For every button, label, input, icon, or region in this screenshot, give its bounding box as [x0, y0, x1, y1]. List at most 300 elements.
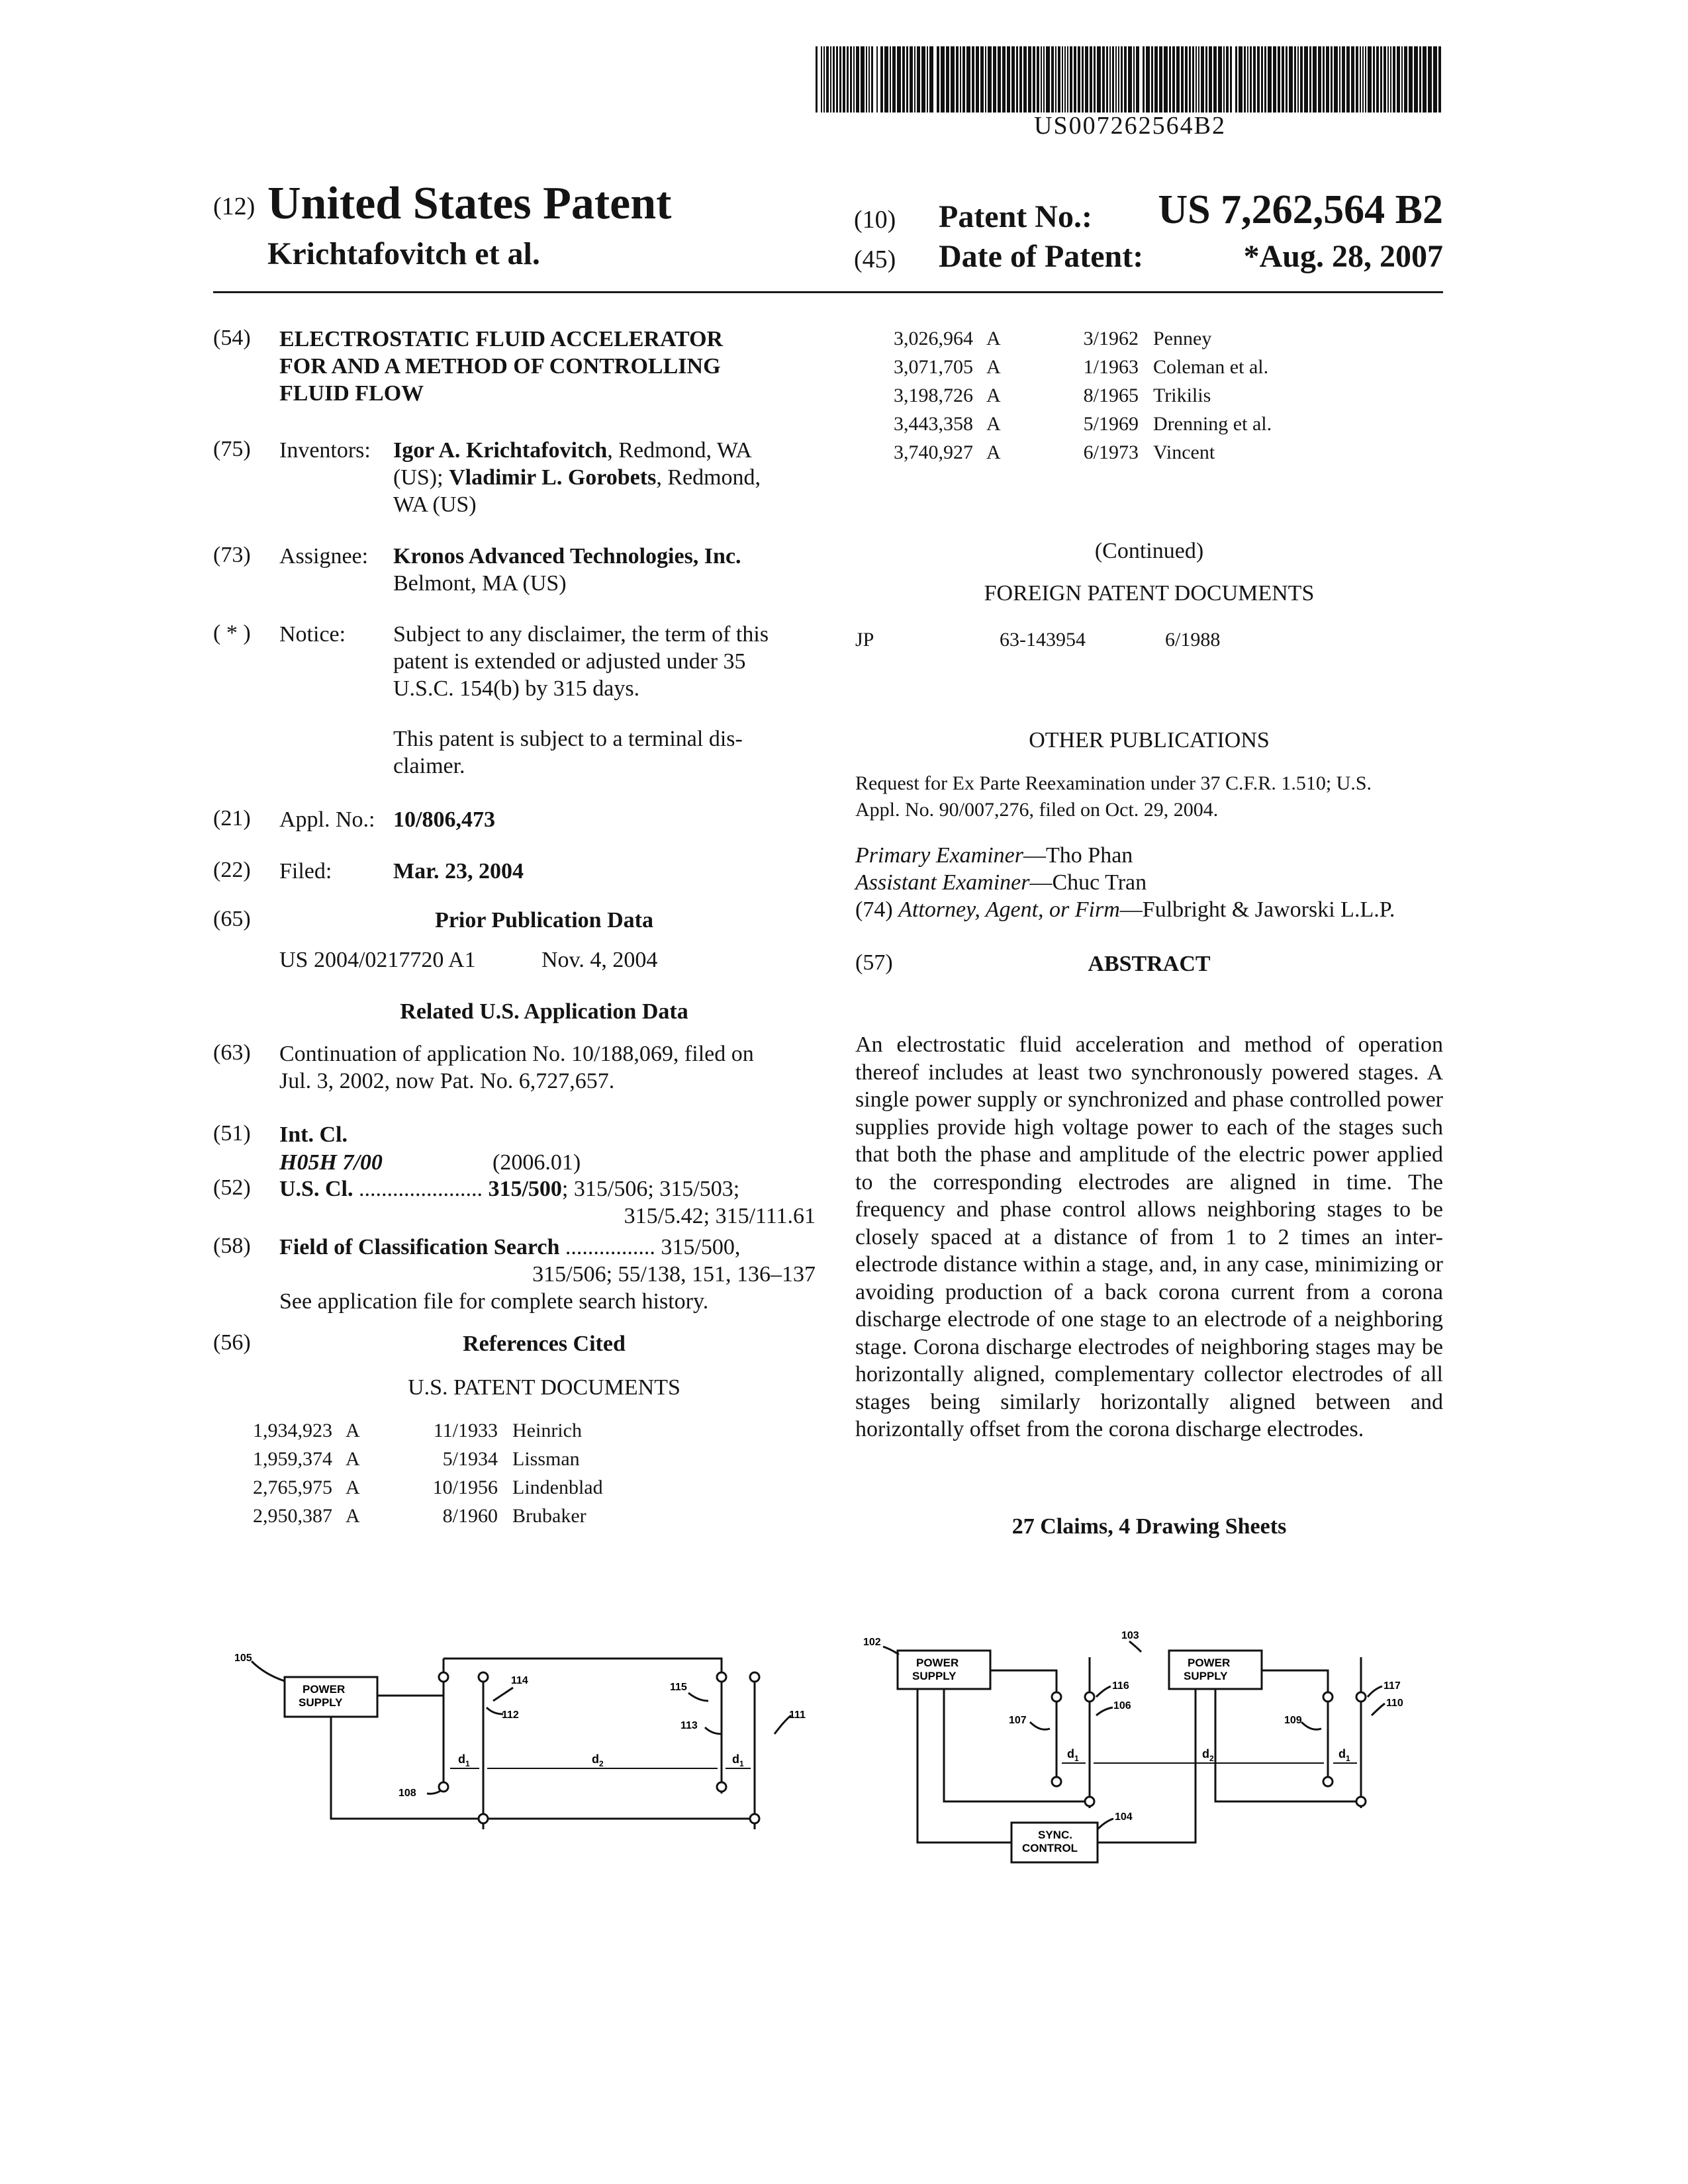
barcode-bar	[1118, 46, 1119, 113]
barcode-bar	[962, 46, 965, 113]
terminal	[1323, 1692, 1333, 1702]
barcode-bar	[1268, 46, 1272, 113]
barcode-bar	[1128, 46, 1132, 113]
terminal	[750, 1672, 759, 1682]
code-52: (52)	[213, 1175, 251, 1200]
barcode-bar	[1090, 46, 1092, 113]
code-10: (10)	[854, 206, 896, 234]
barcode-bar	[1438, 46, 1441, 113]
barcode-bar	[1419, 46, 1421, 113]
power-supply-2-label-2: SUPPLY	[1184, 1670, 1228, 1682]
barcode-bar	[1282, 46, 1284, 113]
ref-row: 1,959,374 A 5/1934 Lissman	[253, 1448, 580, 1470]
barcode-bar	[890, 46, 891, 113]
sync-label-2: CONTROL	[1022, 1842, 1078, 1854]
field-val1: 315/500,	[661, 1235, 741, 1259]
leader-117	[1368, 1686, 1382, 1697]
barcode-bar	[985, 46, 986, 113]
inventor-2-prefix: (US);	[393, 465, 449, 490]
barcode-bar	[1230, 46, 1232, 113]
terminal	[717, 1782, 726, 1792]
barcode-bar	[1244, 46, 1246, 113]
attorney: (74) Attorney, Agent, or Firm—Fulbright & Jaworski L.L.P.	[855, 897, 1395, 922]
barcode-bar	[868, 46, 870, 113]
barcode-bar	[1390, 46, 1391, 113]
barcode-bar	[823, 46, 825, 113]
leader-114	[493, 1688, 513, 1701]
leader-103	[1129, 1641, 1141, 1652]
barcode-bar	[1146, 46, 1150, 113]
barcode-bar	[1351, 46, 1354, 113]
prior-pub-number: US 2004/0217720 A1	[279, 948, 476, 972]
assistant-examiner: Assistant Examiner—Chuc Tran	[855, 870, 1147, 895]
terminal	[1052, 1777, 1061, 1786]
inventor-2-location: , Redmond,	[656, 465, 761, 490]
barcode-bar	[1331, 46, 1333, 113]
barcode-bar	[1112, 46, 1114, 113]
barcode-bar	[1169, 46, 1171, 113]
us-refs-right	[854, 324, 1272, 467]
ref-112: 112	[502, 1709, 519, 1721]
barcode-bar	[1376, 46, 1379, 113]
barcode-bar	[1383, 46, 1386, 113]
barcode-bar	[1016, 46, 1018, 113]
foreign-docs-heading: FOREIGN PATENT DOCUMENTS	[984, 581, 1315, 606]
code-54: (54)	[213, 326, 251, 350]
foreign-ref-row	[855, 629, 1443, 657]
barcode-bar	[1397, 46, 1400, 113]
barcode-bar	[1062, 46, 1063, 113]
notice-label: Notice:	[279, 622, 346, 647]
barcode-bar	[1433, 46, 1437, 113]
leader-115	[688, 1693, 708, 1701]
barcode-bar	[1294, 46, 1296, 113]
terminal	[1356, 1692, 1366, 1702]
barcode-bar	[1023, 46, 1027, 113]
barcode-bar	[826, 46, 829, 113]
barcode-bar	[1143, 46, 1145, 113]
barcode-bar	[866, 46, 867, 113]
barcode-bar	[1189, 46, 1191, 113]
barcode-bar	[1404, 46, 1407, 113]
barcode-bar	[1278, 46, 1280, 113]
barcode-bar	[972, 46, 974, 113]
continuation-text	[279, 1040, 816, 1095]
barcode-bar	[892, 46, 896, 113]
barcode-bar	[1176, 46, 1180, 113]
barcode-bar	[1064, 46, 1066, 113]
sync-label-1: SYNC.	[1038, 1829, 1072, 1841]
barcode-bar	[1043, 46, 1045, 113]
us-docs-heading: U.S. PATENT DOCUMENTS	[408, 1375, 680, 1400]
barcode-bar	[850, 46, 852, 113]
barcode-bar	[1115, 46, 1117, 113]
int-cl-label: Int. Cl.	[279, 1122, 348, 1147]
ref-108: 108	[399, 1788, 416, 1799]
barcode-bar	[906, 46, 908, 113]
refs-heading: References Cited	[463, 1332, 626, 1356]
barcode-bar	[836, 46, 838, 113]
barcode-bar	[1289, 46, 1293, 113]
inventors-label: Inventors:	[279, 438, 371, 463]
code-21: (21)	[213, 806, 251, 831]
leader-116	[1096, 1686, 1111, 1697]
dim-d2: $d_2$	[592, 1752, 604, 1768]
appl-no-label: Appl. No.:	[279, 807, 375, 832]
leader-109	[1301, 1722, 1321, 1729]
barcode-bar	[843, 46, 845, 113]
inventor-2-location-cont: WA (US)	[393, 492, 477, 517]
barcode-bar	[1286, 46, 1288, 113]
barcode-bar	[956, 46, 959, 113]
barcode-bar	[1213, 46, 1217, 113]
barcode-bar	[1423, 46, 1427, 113]
barcode-bar	[1094, 46, 1096, 113]
barcode-bar	[1074, 46, 1076, 113]
abstract-text: An electrostatic fluid acceleration and method of operation thereof includes at least two synchronously powered stages. A single power supply or synchronized and phase controlled power supplies provide high voltage power to each of the stages such that both the phase and amplitude of the electric power applied to the corresponding electrodes are aligned in time. The frequency and phase control allows neighboring stages to be closely spaced at a distance of from 1 to 2 times an inter-electrode distance within a stage, and, in any case, minimizing or avoiding production of a back corona current from a corona discharge electrode of one stage to an electrode of a neighboring stage. Corona discharge electrodes of neighboring stages may be horizontally aligned, complementary collector electrodes of all stages being similarly horizontally aligned between and horizontally offset from the corona discharge electrodes.	[855, 1032, 1443, 1441]
claims-summary: 27 Claims, 4 Drawing Sheets	[1011, 1514, 1287, 1539]
ref-row: 3,198,726 A 8/1965 Trikilis	[894, 385, 1211, 406]
barcode-bar	[1300, 46, 1303, 113]
date-of-patent-label: Date of Patent:	[939, 239, 1144, 274]
barcode-bar	[1309, 46, 1311, 113]
assignee-location: Belmont, MA (US)	[393, 571, 567, 596]
inventor-1-location: , Redmond, WA	[607, 438, 752, 463]
code-65: (65)	[213, 907, 251, 931]
barcode-bar	[1339, 46, 1340, 113]
terminal	[479, 1814, 488, 1823]
ref-row: 3,071,705 A 1/1963 Coleman et al.	[894, 356, 1269, 378]
barcode-bar	[1373, 46, 1375, 113]
barcode-bar	[998, 46, 1001, 113]
barcode-number: US007262564B2	[1034, 112, 1226, 140]
barcode-bar	[1164, 46, 1168, 113]
filed-label: Filed:	[279, 859, 332, 884]
code-56: (56)	[213, 1330, 251, 1355]
barcode-bar	[1185, 46, 1188, 113]
terminal	[1323, 1777, 1333, 1786]
barcode-bar	[1201, 46, 1204, 113]
barcode-bar	[1070, 46, 1072, 113]
barcode-bar	[902, 46, 905, 113]
ref-117: 117	[1383, 1680, 1401, 1692]
barcode-bar	[1257, 46, 1260, 113]
power-supply-label-2: SUPPLY	[299, 1696, 343, 1709]
wire-ps2-collector	[1215, 1689, 1361, 1801]
wire-ps1-collector	[944, 1689, 1090, 1801]
ref-105: 105	[234, 1653, 252, 1664]
barcode-bar	[1356, 46, 1358, 113]
barcode-bar	[1106, 46, 1108, 113]
wire-ps1-corona	[990, 1670, 1056, 1697]
barcode-bar	[1037, 46, 1039, 113]
int-cl-code: H05H 7/00	[279, 1150, 383, 1175]
leader-104	[1098, 1819, 1113, 1829]
code-63: (63)	[213, 1040, 251, 1065]
barcode-bar	[816, 46, 818, 113]
barcode-bar	[884, 46, 888, 113]
barcode-bar	[1247, 46, 1248, 113]
ref-115: 115	[670, 1682, 687, 1693]
us-cl	[279, 1175, 816, 1203]
barcode-bar	[988, 46, 992, 113]
ref-114: 114	[511, 1675, 528, 1686]
barcode-bar	[856, 46, 859, 113]
inventor-1-name: Igor A. Krichtafovitch	[393, 438, 608, 463]
barcode-bar	[927, 46, 928, 113]
terminal	[717, 1672, 726, 1682]
barcode-bar	[1313, 46, 1317, 113]
barcode-bar	[1109, 46, 1111, 113]
barcode-bar	[960, 46, 961, 113]
ref-110: 110	[1386, 1698, 1403, 1709]
barcode-bar	[1196, 46, 1197, 113]
barcode-bar	[1365, 46, 1366, 113]
ref-row: 3,740,927 A 6/1973 Vincent	[894, 441, 1215, 463]
field-note: See application file for complete search history.	[279, 1289, 709, 1314]
primary-examiner: Primary Examiner—Tho Phan	[855, 843, 1133, 868]
foreign-date: 6/1988	[1165, 629, 1221, 651]
leader-110	[1372, 1704, 1385, 1715]
barcode-bar	[1011, 46, 1015, 113]
barcode-bar	[1409, 46, 1413, 113]
ref-106: 106	[1113, 1700, 1131, 1711]
barcode-bar	[1028, 46, 1031, 113]
barcode-bar	[1067, 46, 1068, 113]
dim-d1: $d_1$	[458, 1752, 470, 1768]
barcode-bar	[1428, 46, 1432, 113]
barcode-bar	[1102, 46, 1105, 113]
abstract-heading: ABSTRACT	[1088, 952, 1211, 976]
barcode-bar	[1401, 46, 1403, 113]
ref-row: 2,765,975 A 10/1956 Lindenblad	[253, 1477, 603, 1498]
us-refs-left	[213, 1416, 603, 1530]
terminal	[1356, 1797, 1366, 1806]
prior-pub-heading: Prior Publication Data	[435, 908, 653, 933]
appl-no: 10/806,473	[393, 807, 495, 832]
code-notice: ( * )	[213, 621, 251, 645]
barcode-graphic	[813, 46, 1447, 113]
power-supply-1-label-2: SUPPLY	[912, 1670, 957, 1682]
terminal-line: This patent is subject to a terminal dis-	[393, 727, 743, 751]
barcode-bar	[1318, 46, 1321, 113]
barcode-bar	[937, 46, 939, 113]
leader-113	[705, 1727, 722, 1734]
code-58: (58)	[213, 1234, 251, 1258]
field-dots: ................	[565, 1235, 655, 1259]
terminal	[439, 1782, 448, 1792]
terminal	[750, 1814, 759, 1823]
title-line: FOR AND A METHOD OF CONTROLLING	[279, 354, 721, 379]
barcode-bar	[1121, 46, 1123, 113]
barcode-bar	[1085, 46, 1088, 113]
barcode-bar	[1346, 46, 1350, 113]
barcode-bar	[1264, 46, 1266, 113]
barcode-bar	[1368, 46, 1372, 113]
figure-left-circuit	[225, 1621, 821, 1846]
ref-107: 107	[1009, 1715, 1027, 1726]
barcode-bar	[1172, 46, 1175, 113]
other-pubs-heading: OTHER PUBLICATIONS	[1029, 728, 1270, 752]
us-cl-main: 315/500	[488, 1177, 562, 1201]
barcode-bar	[1297, 46, 1299, 113]
ref-102: 102	[863, 1637, 881, 1648]
notice-line: patent is extended or adjusted under 35	[393, 649, 746, 674]
barcode-bar	[1046, 46, 1050, 113]
barcode-bar	[993, 46, 996, 113]
other-pubs-text	[855, 770, 1443, 823]
date-of-patent: *Aug. 28, 2007	[1243, 239, 1443, 274]
barcode-bar	[914, 46, 915, 113]
barcode-bar	[847, 46, 849, 113]
barcode-bar	[1239, 46, 1243, 113]
authors: Krichtafovitch et al.	[267, 236, 540, 271]
barcode-bar	[1253, 46, 1256, 113]
dim-d1b: $d_1$	[1338, 1747, 1350, 1763]
barcode-bar	[1002, 46, 1006, 113]
invention-title	[279, 326, 809, 407]
barcode-bar	[1192, 46, 1194, 113]
notice-text	[393, 621, 817, 702]
terminal	[439, 1672, 448, 1682]
power-supply-label-1: POWER	[303, 1683, 346, 1696]
barcode-bar	[1304, 46, 1308, 113]
barcode-bar	[1082, 46, 1084, 113]
continuation-line: Jul. 3, 2002, now Pat. No. 6,727,657.	[279, 1069, 615, 1093]
barcode-bar	[1362, 46, 1364, 113]
barcode-bar	[910, 46, 913, 113]
barcode-bar	[1209, 46, 1212, 113]
inventor-2-name: Vladimir L. Gorobets	[449, 465, 657, 490]
barcode-bar	[1226, 46, 1229, 113]
ref-row: 1,934,923 A 11/1933 Heinrich	[253, 1420, 582, 1441]
field-of-search	[279, 1234, 816, 1261]
barcode-bar	[1033, 46, 1035, 113]
wire-ps2-corona	[1262, 1670, 1328, 1697]
ref-row: 3,026,964 A 3/1962 Penney	[894, 328, 1212, 349]
barcode-bar	[1342, 46, 1345, 113]
barcode-bar	[853, 46, 855, 113]
barcode-bar	[1393, 46, 1395, 113]
barcode-bar	[1414, 46, 1418, 113]
title-line: FLUID FLOW	[279, 381, 424, 406]
us-cl-label: U.S. Cl.	[279, 1177, 353, 1201]
barcode-bar	[1159, 46, 1162, 113]
leader-105	[252, 1661, 285, 1681]
code-12: (12)	[213, 193, 256, 220]
field-val2: 315/506; 55/138, 151, 136–137	[532, 1262, 816, 1287]
barcode-bar	[1380, 46, 1382, 113]
filed-date: Mar. 23, 2004	[393, 859, 524, 884]
barcode-bar	[1235, 46, 1237, 113]
assignee-label: Assignee:	[279, 544, 369, 569]
barcode-bar	[1124, 46, 1127, 113]
barcode-bar	[1133, 46, 1135, 113]
assignee-name: Kronos Advanced Technologies, Inc.	[393, 544, 741, 569]
barcode-bar	[1334, 46, 1338, 113]
power-supply-2-label-1: POWER	[1188, 1657, 1231, 1669]
code-51: (51)	[213, 1121, 251, 1146]
other-pubs-line: Request for Ex Parte Reexamination under 37 C.F.R. 1.510; U.S.	[855, 772, 1372, 794]
figure-right-circuit	[845, 1623, 1454, 1888]
power-supply-1-label-1: POWER	[916, 1657, 959, 1669]
ref-116: 116	[1112, 1680, 1129, 1692]
barcode-bar	[1223, 46, 1225, 113]
barcode-bar	[1326, 46, 1329, 113]
dim-d2: $d_2$	[1202, 1747, 1214, 1763]
barcode-bar	[921, 46, 925, 113]
barcode-bar	[880, 46, 883, 113]
leader-112	[487, 1707, 503, 1714]
ref-104: 104	[1115, 1811, 1133, 1823]
barcode-bar	[1058, 46, 1060, 113]
barcode-bar	[830, 46, 831, 113]
barcode-bar	[929, 46, 933, 113]
ref-111: 111	[789, 1709, 806, 1721]
foreign-number: 63-143954	[1000, 629, 1086, 651]
code-22: (22)	[213, 858, 251, 882]
barcode-bar	[871, 46, 873, 113]
barcode-bar	[1055, 46, 1056, 113]
barcode-bar	[917, 46, 920, 113]
code-75: (75)	[213, 437, 251, 461]
barcode-bar	[1387, 46, 1389, 113]
continued-note: (Continued)	[1094, 539, 1204, 563]
patent-no-label: Patent No.:	[939, 199, 1092, 234]
barcode-bar	[1205, 46, 1207, 113]
field-label: Field of Classification Search	[279, 1235, 560, 1259]
us-cl-rest: ; 315/506; 315/503;	[561, 1177, 740, 1201]
barcode-bar	[861, 46, 865, 113]
terminal-disclaimer	[393, 725, 817, 780]
code-73: (73)	[213, 543, 251, 567]
dim-d1: $d_1$	[1067, 1747, 1079, 1763]
notice-line: Subject to any disclaimer, the term of this	[393, 622, 769, 647]
notice-line: U.S.C. 154(b) by 315 days.	[393, 676, 640, 701]
barcode-bar	[1007, 46, 1010, 113]
header-rule	[213, 291, 1443, 293]
barcode-bar	[976, 46, 979, 113]
terminal-line: claimer.	[393, 754, 465, 778]
foreign-country: JP	[855, 629, 874, 651]
barcode-bar	[1097, 46, 1101, 113]
patent-number: US 7,262,564 B2	[1158, 187, 1443, 232]
ref-113: 113	[680, 1720, 698, 1731]
ref-109: 109	[1284, 1715, 1302, 1726]
code-57: (57)	[855, 950, 893, 975]
barcode-bar	[946, 46, 949, 113]
barcode-bar	[1273, 46, 1276, 113]
barcode-bar	[1051, 46, 1054, 113]
ref-103: 103	[1121, 1630, 1139, 1641]
barcode-bar	[966, 46, 970, 113]
barcode-bar	[876, 46, 878, 113]
leader-107	[1030, 1722, 1050, 1729]
terminal	[1085, 1692, 1094, 1702]
barcode-bar	[1250, 46, 1252, 113]
barcode-bar	[1360, 46, 1361, 113]
barcode-bar	[1019, 46, 1022, 113]
code-45: (45)	[854, 246, 896, 273]
prior-pub-date: Nov. 4, 2004	[541, 948, 658, 972]
barcode-bar	[1198, 46, 1199, 113]
patent-title: United States Patent	[267, 178, 672, 229]
continuation-line: Continuation of application No. 10/188,069, filed on	[279, 1042, 754, 1066]
title-line: ELECTROSTATIC FLUID ACCELERATOR	[279, 327, 724, 351]
ref-row: 2,950,387 A 8/1960 Brubaker	[253, 1505, 586, 1527]
us-cl-line2: 315/5.42; 315/111.61	[624, 1204, 816, 1228]
barcode-bar	[980, 46, 984, 113]
